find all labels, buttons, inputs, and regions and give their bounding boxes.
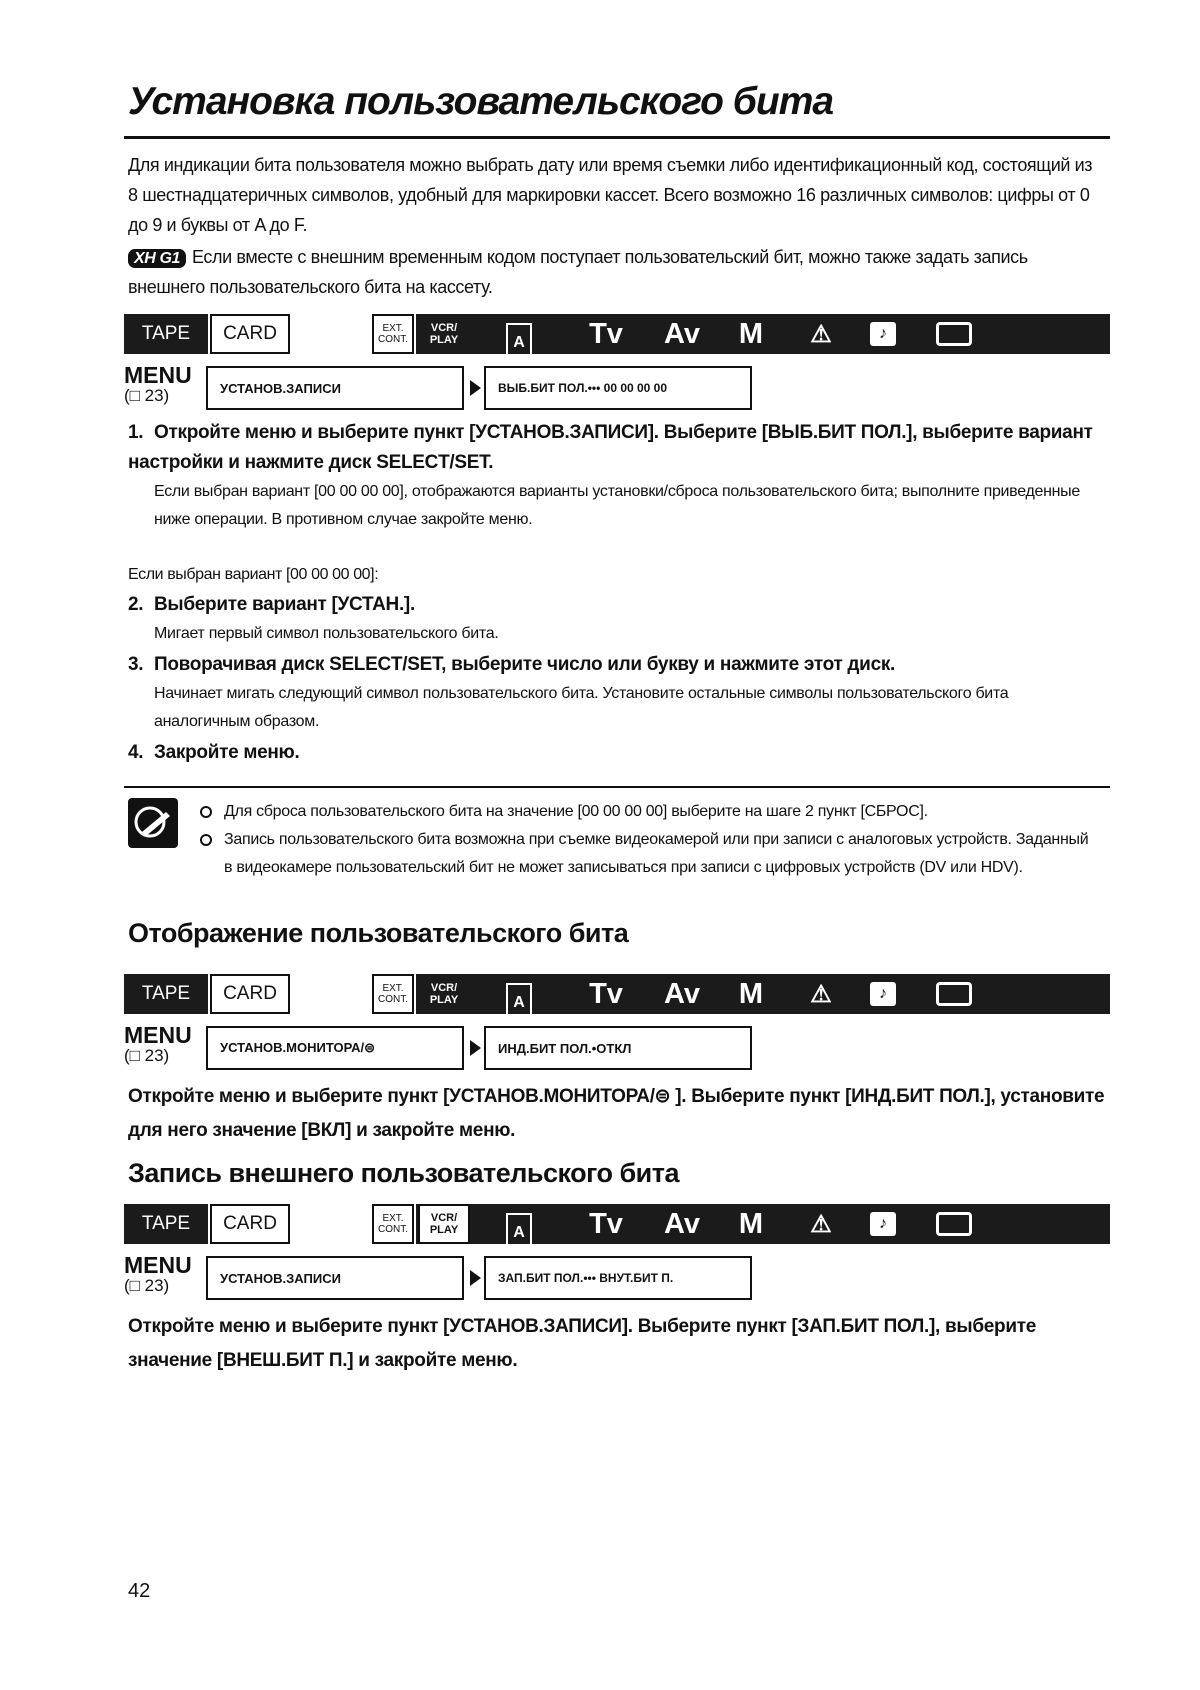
mode-bar-2 [124, 974, 1110, 1014]
notes-rule [124, 786, 1110, 788]
menu-label: MENU [124, 1022, 192, 1048]
mode-tape: TAPE [124, 1204, 208, 1244]
menu-arrow-icon [470, 1040, 481, 1056]
mode-card: CARD [210, 974, 290, 1014]
step-4: 4. Закройте меню. [128, 742, 300, 763]
menu-label: MENU [124, 362, 192, 388]
mode-bar-3 [124, 1204, 1110, 1244]
xh-note [128, 242, 1103, 302]
step-3-detail: Начинает мигать следующий символ пользовательского бита. Установите остальные символы пользовательского бита аналогичным образом. [154, 685, 1009, 730]
intro-paragraph: Для индикации бита пользователя можно выбрать дату или время съемки либо идентификационный код, состоящий из 8 шестнадцатеричных символов, удобный для маркировки кассет. Всего возможно 16 различных символов: цифры от 0 до 9 и буквы от A до F. [128, 155, 1093, 235]
mode-auto-icon: A [506, 323, 532, 363]
menu-label: MENU [124, 1252, 192, 1278]
mode-vcr-play: VCR/ PLAY [429, 982, 459, 1006]
mode-ext-cont: EXT. CONT. [372, 1204, 414, 1244]
menu-item-monitor-setup[interactable]: УСТАНОВ.МОНИТОРА/⊜ [206, 1026, 464, 1070]
mode-vcr-play: VCR/ PLAY [429, 322, 459, 346]
menu-arrow-icon [470, 1270, 481, 1286]
mode-tv: Tv [589, 317, 623, 350]
section-external-instruction: Откройте меню и выберите пункт [УСТАНОВ.ЗАПИСИ]. Выберите пункт [ЗАП.БИТ ПОЛ.], выберите значение [ВНЕШ.БИТ П.] и закройте меню. [128, 1316, 1036, 1371]
menu-item-record-setup[interactable]: УСТАНОВ.ЗАПИСИ [206, 1256, 464, 1300]
menu-item-user-bit-record[interactable]: ЗАП.БИТ ПОЛ.••• ВНУТ.БИТ П. [484, 1256, 752, 1300]
mode-av: Av [664, 1207, 700, 1240]
if-selected-label: Если выбран вариант [00 00 00 00]: [128, 566, 379, 583]
menu-path-3 [124, 1252, 764, 1300]
page-title: Установка пользовательского бита [128, 80, 834, 123]
menu-item-user-bit-display[interactable]: ИНД.БИТ ПОЛ.•ОТКЛ [484, 1026, 752, 1070]
menu-ref: (□ 23) [124, 386, 170, 405]
mode-av: Av [664, 317, 700, 350]
menu-item-user-bit-select[interactable]: ВЫБ.БИТ ПОЛ.••• 00 00 00 00 [484, 366, 752, 410]
section-display-instruction: Откройте меню и выберите пункт [УСТАНОВ.МОНИТОРА/⊜ ]. Выберите пункт [ИНД.БИТ ПОЛ.], установите для него значение [ВКЛ] и закройте меню. [128, 1086, 1105, 1141]
mode-tv: Tv [589, 1207, 623, 1240]
mode-auto-icon: A [506, 983, 532, 1023]
xh-note-text: Если вместе с внешним временным кодом поступает пользовательский бит, можно также задать запись внешнего пользовательского бита на кассету. [128, 247, 1028, 297]
step-3: 3. Поворачивая диск SELECT/SET, выберите число или букву и нажмите этот диск. [128, 654, 896, 675]
mode-m: M [738, 1207, 764, 1240]
mode-tape: TAPE [124, 974, 208, 1014]
mode-camera-icon [936, 1212, 972, 1236]
mode-m: M [738, 317, 764, 350]
mode-warning-icon: ⚠ [810, 320, 832, 348]
mode-camera-icon [936, 322, 972, 346]
section-external-title: Запись внешнего пользовательского бита [128, 1158, 680, 1188]
menu-item-record-setup[interactable]: УСТАНОВ.ЗАПИСИ [206, 366, 464, 410]
mode-scene-icon: ♪ [870, 982, 896, 1006]
mode-dark-strip [416, 314, 1110, 354]
xh-model-badge: XH G1 [128, 249, 186, 268]
mode-ext-cont: EXT. CONT. [372, 974, 414, 1014]
step-2-detail: Мигает первый символ пользовательского бита. [154, 625, 499, 642]
mode-auto-icon: A [506, 1213, 532, 1253]
step-2: 2. Выберите вариант [УСТАН.]. [128, 594, 415, 615]
mode-dark-strip [416, 974, 1110, 1014]
mode-bar-1 [124, 314, 1110, 354]
mode-warning-icon: ⚠ [810, 1210, 832, 1238]
mode-scene-icon: ♪ [870, 322, 896, 346]
mode-dark-strip [416, 1204, 1110, 1244]
menu-path-2 [124, 1022, 764, 1070]
menu-ref: (□ 23) [124, 1276, 170, 1295]
mode-tv: Tv [589, 977, 623, 1010]
mode-vcr-play: VCR/ PLAY [418, 1204, 470, 1244]
page-number: 42 [128, 1580, 151, 1602]
memo-note-icon [128, 798, 178, 848]
note-item-1: Для сброса пользовательского бита на значение [00 00 00 00] выберите на шаге 2 пункт [СБРОС]. [200, 798, 1100, 826]
mode-scene-icon: ♪ [870, 1212, 896, 1236]
mode-tape: TAPE [124, 314, 208, 354]
menu-ref: (□ 23) [124, 1046, 170, 1065]
mode-warning-icon: ⚠ [810, 980, 832, 1008]
menu-path-1 [124, 362, 764, 410]
note-item-2: Запись пользовательского бита возможна при съемке видеокамерой или при записи с аналоговых устройств. Заданный в видеокамере пользовательский бит не может записываться при записи с цифровых устройств (DV или HDV). [200, 826, 1100, 882]
mode-card: CARD [210, 1204, 290, 1244]
mode-camera-icon [936, 982, 972, 1006]
mode-m: M [738, 977, 764, 1010]
step-1-detail: Если выбран вариант [00 00 00 00], отображаются варианты установки/сброса пользовательского бита; выполните приведенные ниже операции. В противном случае закройте меню. [154, 483, 1080, 528]
mode-av: Av [664, 977, 700, 1010]
mode-card: CARD [210, 314, 290, 354]
section-display-title: Отображение пользовательского бита [128, 918, 629, 948]
mode-ext-cont: EXT. CONT. [372, 314, 414, 354]
step-1: 1. Откройте меню и выберите пункт [УСТАНОВ.ЗАПИСИ]. Выберите [ВЫБ.БИТ ПОЛ.], выберите вариант настройки и нажмите диск SELECT/SET. [128, 422, 1093, 473]
title-rule [124, 136, 1110, 139]
menu-arrow-icon [470, 380, 481, 396]
